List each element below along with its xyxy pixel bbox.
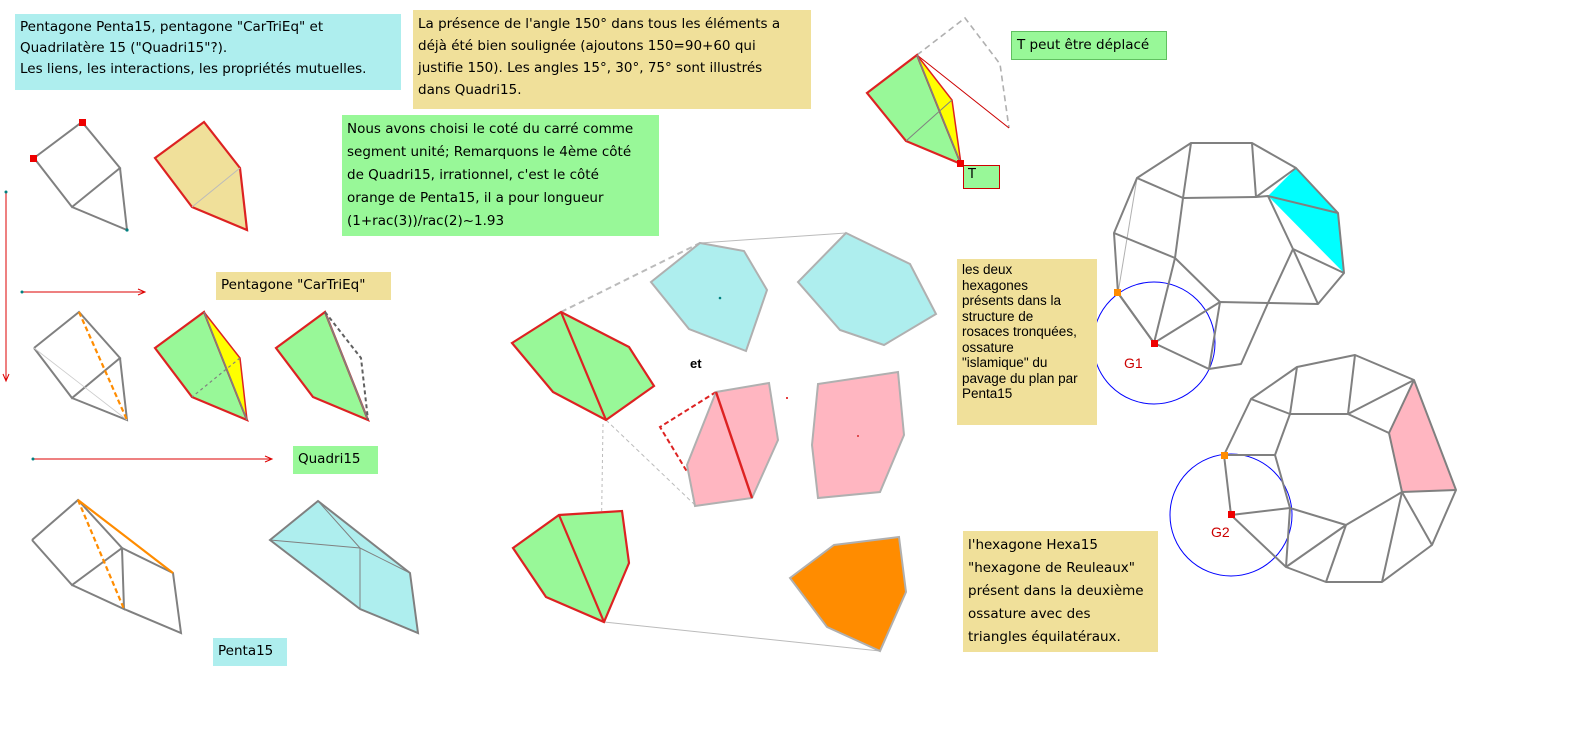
pink-hexagon-1 <box>660 383 788 506</box>
hexa15-line: ossature avec des <box>968 606 1091 622</box>
t-label[interactable] <box>963 165 1000 189</box>
green-hexagon-top <box>512 312 654 420</box>
hexagones-line: "islamique" du <box>962 355 1048 370</box>
handle-point[interactable] <box>30 155 37 162</box>
quadri-green-dashed <box>276 312 368 420</box>
hexagones-line: ossature <box>962 339 1014 355</box>
hexagones-note <box>957 259 1097 425</box>
hexa15-line: "hexagone de Reuleaux" <box>968 560 1135 576</box>
hexagones-line: hexagones <box>962 277 1029 293</box>
green-hexagon-bottom <box>513 511 629 622</box>
vertical-arrow <box>3 191 9 382</box>
g1-label: G1 <box>1124 355 1143 371</box>
quadri15-text: Quadri15 <box>298 451 361 467</box>
hexagones-line: pavage du plan par <box>962 370 1078 386</box>
g2-label: G2 <box>1211 524 1230 540</box>
t-move-note <box>1011 31 1167 60</box>
square-triangle-figure <box>34 122 127 230</box>
orange-point-2[interactable] <box>1221 452 1228 459</box>
angles-line: La présence de l'angle 150° dans tous les éléments a <box>418 16 781 32</box>
unit-line: segment unité; Remarquons le 4ème côté <box>347 144 632 160</box>
hexagones-line: présents dans la <box>962 293 1062 308</box>
intro-line: Pentagone Penta15, pentagone "CarTriEq" et <box>20 19 324 35</box>
angles-line: justifie 150). Les angles 15°, 30°, 75° sont illustrés <box>418 60 763 76</box>
arrow-to-cartrieq <box>21 289 146 295</box>
orange-hexa15 <box>790 537 906 651</box>
unit-line: Nous avons choisi le coté du carré comme <box>347 121 634 137</box>
hexagones-line: les deux <box>962 262 1013 277</box>
g1-point[interactable] <box>1151 340 1158 347</box>
angles-line: dans Quadri15. <box>418 82 522 98</box>
pink-hexagon-2 <box>812 372 904 498</box>
rosace-bottom <box>1170 355 1456 582</box>
penta15-filled <box>270 501 418 633</box>
quadri-t-figure <box>867 18 1009 164</box>
angles-note <box>413 10 811 109</box>
t-label-text: T <box>968 167 976 182</box>
unit-note <box>342 115 659 236</box>
unit-line: de Quadri15, irrationnel, c'est le côté <box>347 167 599 183</box>
penta15-construction <box>32 500 181 633</box>
square-triangle-figure-2 <box>34 312 127 420</box>
arrow-to-quadri15 <box>32 456 273 462</box>
et-label: et <box>690 356 702 371</box>
point <box>125 228 128 231</box>
intro-line: Les liens, les interactions, les propriétés mutuelles. <box>20 61 367 77</box>
cyan-hexagon-2 <box>798 233 936 345</box>
cartrieq-text: Pentagone "CarTriEq" <box>221 277 366 293</box>
hexagones-line: structure de <box>962 308 1034 324</box>
hexa15-line: triangles équilatéraux. <box>968 629 1121 645</box>
handle-point[interactable] <box>79 119 86 126</box>
unit-line: orange de Penta15, il a pour longueur <box>347 190 604 206</box>
quadri15-label <box>293 446 378 474</box>
cyan-hexagon-1 <box>651 243 767 351</box>
intro-line: Quadrilatère 15 ("Quadri15"?). <box>20 40 228 56</box>
penta15-text: Penta15 <box>218 643 274 659</box>
unit-line: (1+rac(3))/rac(2)~1.93 <box>347 213 505 229</box>
cartrieq-label <box>216 272 391 300</box>
hexagones-line: Penta15 <box>962 386 1013 401</box>
intro-note <box>15 14 401 90</box>
pentagon-green-yellow <box>155 312 247 420</box>
pentagon-cartrieq-filled <box>155 122 247 230</box>
hexa15-line: présent dans la deuxième <box>968 583 1144 599</box>
hexa15-note <box>963 531 1158 652</box>
orange-point-1[interactable] <box>1114 289 1121 296</box>
hexagones-line: rosaces tronquées, <box>962 324 1077 339</box>
hexa15-line: l'hexagone Hexa15 <box>968 537 1098 553</box>
t-move-text: T peut être déplacé <box>1017 37 1150 53</box>
penta15-label <box>213 638 287 666</box>
g2-point[interactable] <box>1228 511 1235 518</box>
angles-line: déjà été bien soulignée (ajoutons 150=90+60 qui <box>418 38 756 54</box>
